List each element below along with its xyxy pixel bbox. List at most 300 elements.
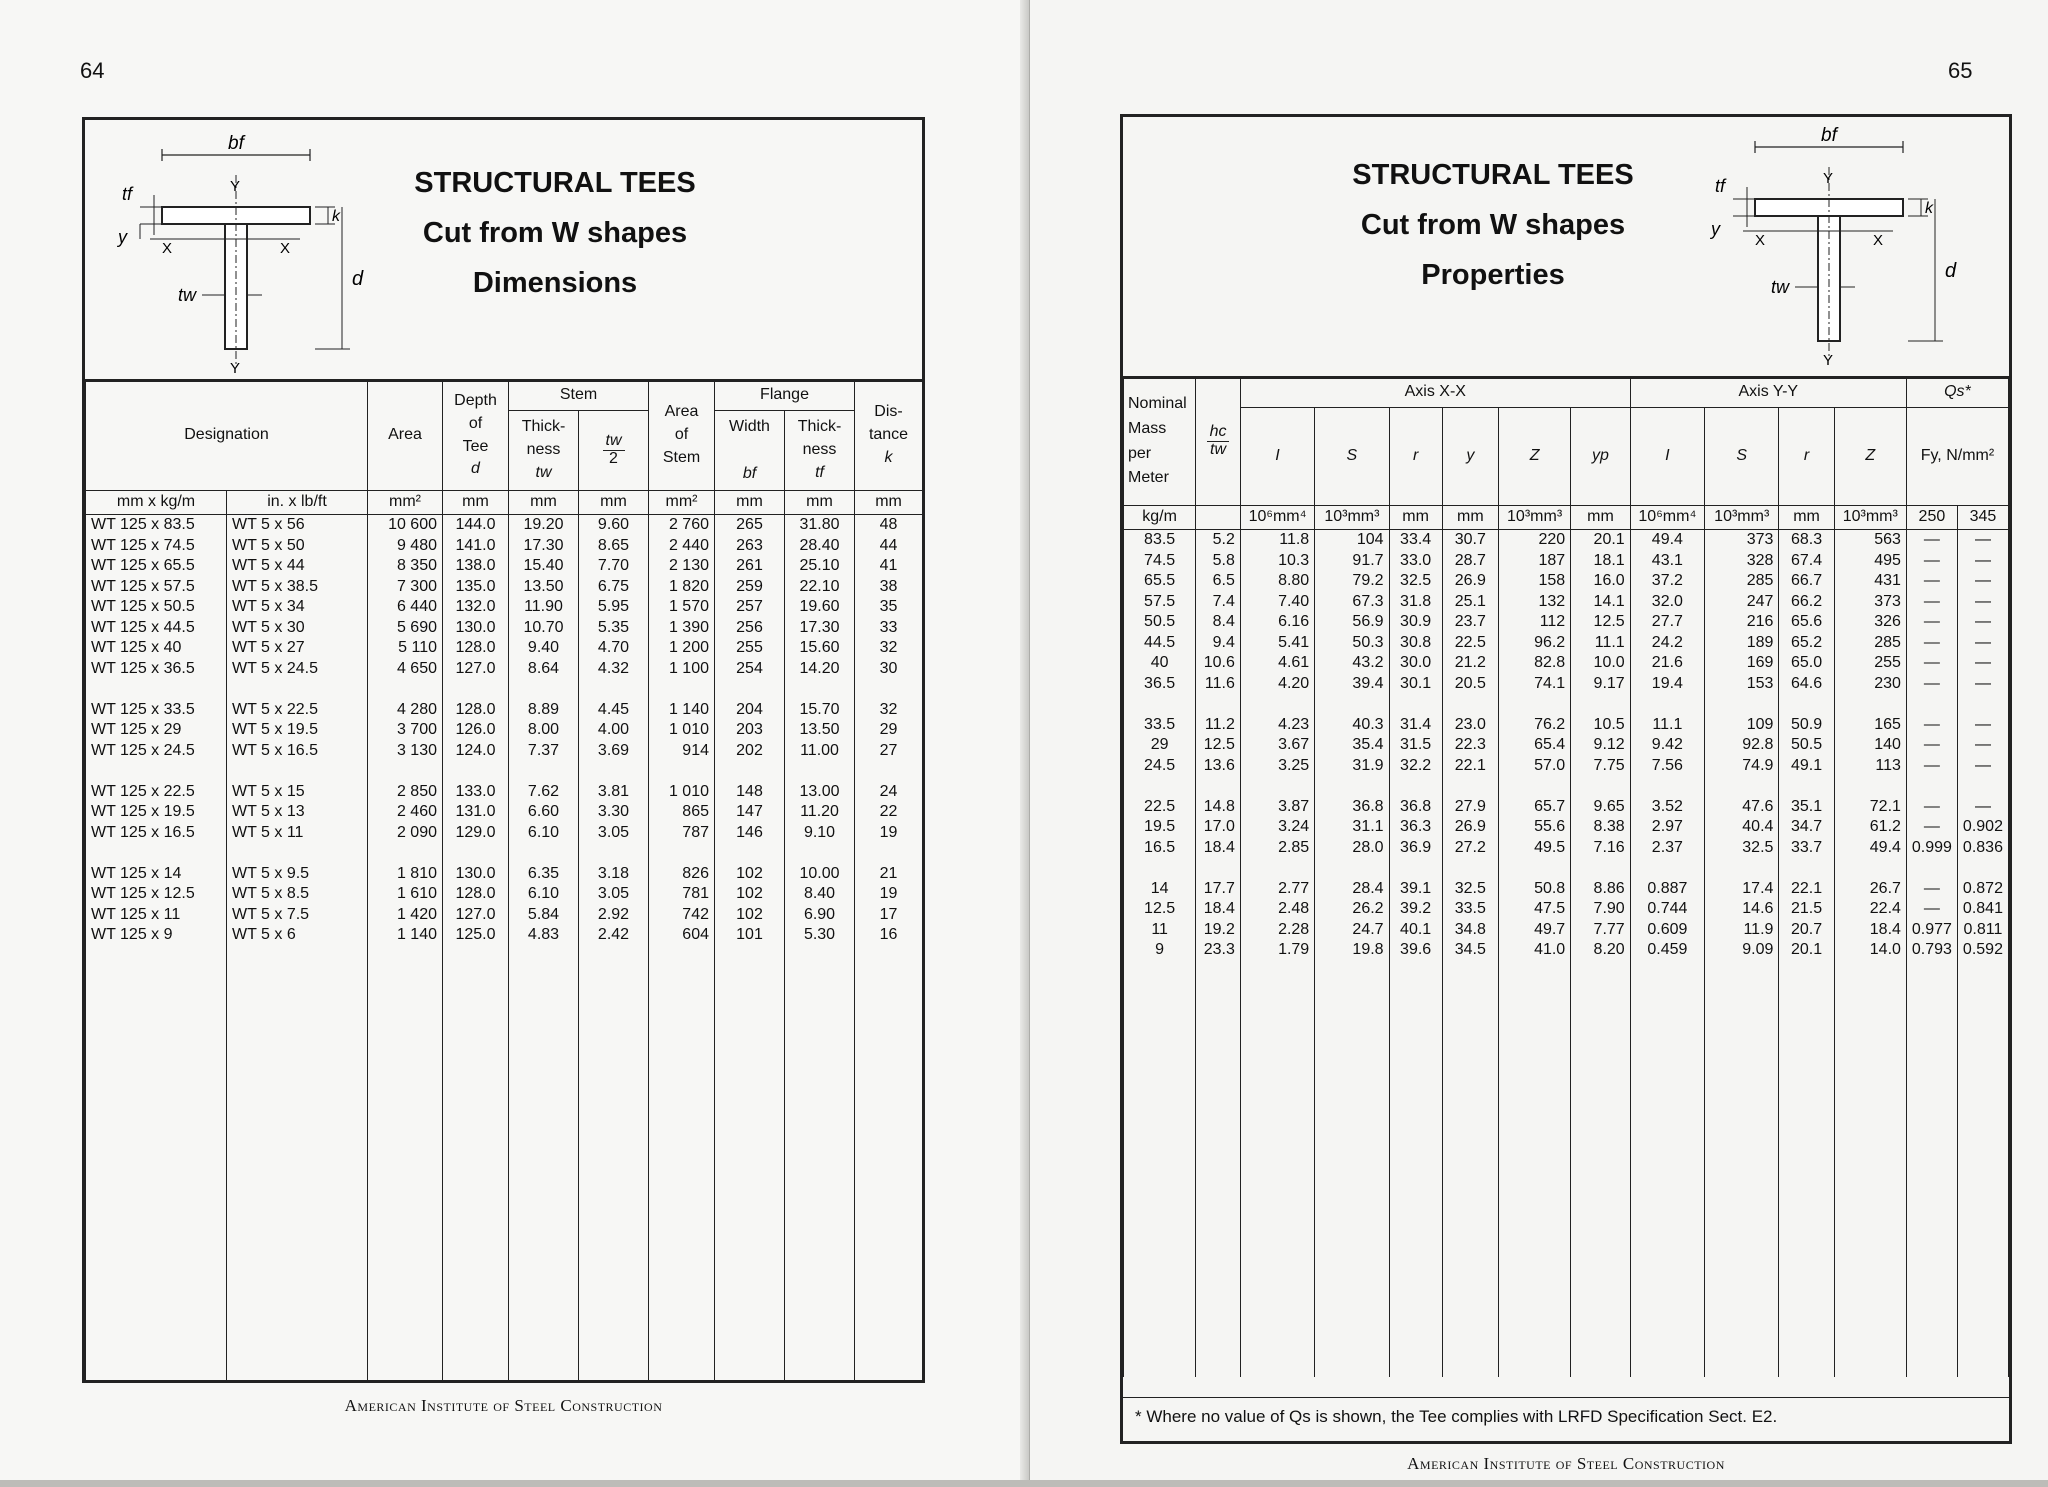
table-cell: 147 bbox=[715, 802, 785, 823]
table-cell: 10.0 bbox=[1571, 653, 1630, 674]
table-cell: 12.5 bbox=[1124, 899, 1196, 920]
table-cell: 32.5 bbox=[1389, 571, 1442, 592]
table-cell: 10.3 bbox=[1240, 551, 1314, 572]
table-cell: 33.4 bbox=[1389, 530, 1442, 551]
table-cell: 14.6 bbox=[1705, 899, 1779, 920]
table-cell: 21.2 bbox=[1442, 653, 1498, 674]
col-yy-i: I bbox=[1630, 408, 1704, 506]
table-cell: 32.5 bbox=[1442, 879, 1498, 900]
unit-cell: mm bbox=[1442, 506, 1498, 530]
table-cell: 1 140 bbox=[649, 700, 715, 721]
unit-cell: mm bbox=[1779, 506, 1834, 530]
table-cell: 39.4 bbox=[1315, 674, 1389, 695]
table-cell: 9.65 bbox=[1571, 797, 1630, 818]
table-cell: 17.30 bbox=[509, 536, 579, 557]
table-cell: WT 125 x 36.5 bbox=[86, 659, 227, 680]
table-cell: 254 bbox=[715, 659, 785, 680]
diagram-label: tw bbox=[178, 285, 196, 305]
unit-cell: mm bbox=[715, 491, 785, 515]
table-cell: WT 125 x 12.5 bbox=[86, 884, 227, 905]
table-cell: — bbox=[1906, 797, 1957, 818]
unit-cell: 10⁶mm⁴ bbox=[1630, 506, 1704, 530]
table-cell: 79.2 bbox=[1315, 571, 1389, 592]
table-cell: 0.459 bbox=[1630, 940, 1704, 961]
table-cell: 50.8 bbox=[1498, 879, 1570, 900]
table-cell: 2 760 bbox=[649, 515, 715, 536]
table-cell: 9.09 bbox=[1705, 940, 1779, 961]
table-cell: 76.2 bbox=[1498, 715, 1570, 736]
table-row bbox=[1124, 715, 2009, 736]
unit-cell: mm² bbox=[368, 491, 443, 515]
table-cell: 23.7 bbox=[1442, 612, 1498, 633]
table-cell: 2.48 bbox=[1240, 899, 1314, 920]
table-cell: 74.9 bbox=[1705, 756, 1779, 777]
table-cell: — bbox=[1957, 571, 2008, 592]
unit-cell: 250 bbox=[1906, 506, 1957, 530]
table-cell: 64.6 bbox=[1779, 674, 1834, 695]
table-cell: 8 350 bbox=[368, 556, 443, 577]
table-cell: 28.7 bbox=[1442, 551, 1498, 572]
table-cell: 32 bbox=[855, 638, 923, 659]
table-cell: — bbox=[1957, 592, 2008, 613]
table-cell: 47.5 bbox=[1498, 899, 1570, 920]
table-cell: 6.90 bbox=[785, 905, 855, 926]
diagram-label: X bbox=[280, 240, 291, 257]
table-cell: 26.9 bbox=[1442, 571, 1498, 592]
table-cell: 19.4 bbox=[1630, 674, 1704, 695]
table-cell: 6.16 bbox=[1240, 612, 1314, 633]
unit-cell: 10³mm³ bbox=[1834, 506, 1906, 530]
col-yy-r: r bbox=[1779, 408, 1834, 506]
table-cell: 5 690 bbox=[368, 618, 443, 639]
table-cell: 27.2 bbox=[1442, 838, 1498, 859]
table-row bbox=[1124, 551, 2009, 572]
table-cell: 2 090 bbox=[368, 823, 443, 844]
table-cell: 8.64 bbox=[509, 659, 579, 680]
table-cell: — bbox=[1957, 715, 2008, 736]
table-cell: 16.0 bbox=[1571, 571, 1630, 592]
table-cell: 0.841 bbox=[1957, 899, 2008, 920]
table-cell: 9.42 bbox=[1630, 735, 1704, 756]
col-fy: Fy, N/mm² bbox=[1906, 408, 2008, 506]
group-spacer bbox=[1124, 776, 2009, 797]
table-cell: — bbox=[1906, 612, 1957, 633]
table-cell: 230 bbox=[1834, 674, 1906, 695]
table-cell: — bbox=[1906, 735, 1957, 756]
dimensions-table-frame bbox=[82, 117, 925, 1383]
units-row bbox=[1124, 506, 2009, 530]
tee-section-diagram bbox=[110, 125, 370, 375]
unit-cell: kg/m bbox=[1124, 506, 1196, 530]
diagram-label: k bbox=[1925, 200, 1933, 217]
table-cell: 3.05 bbox=[579, 823, 649, 844]
table-row bbox=[86, 864, 923, 885]
table-header-block bbox=[85, 120, 922, 382]
table-cell: 40 bbox=[1124, 653, 1196, 674]
table-cell: 1 820 bbox=[649, 577, 715, 598]
table-cell: 31.80 bbox=[785, 515, 855, 536]
table-cell: 1 390 bbox=[649, 618, 715, 639]
table-cell: 21.5 bbox=[1779, 899, 1834, 920]
table-cell: 20.1 bbox=[1571, 530, 1630, 551]
table-cell: 3 130 bbox=[368, 741, 443, 762]
table-cell: 2.28 bbox=[1240, 920, 1314, 941]
table-cell: 2 440 bbox=[649, 536, 715, 557]
table-cell: 8.65 bbox=[579, 536, 649, 557]
table-cell: 34.8 bbox=[1442, 920, 1498, 941]
table-cell: 1 570 bbox=[649, 597, 715, 618]
table-cell: 24.7 bbox=[1315, 920, 1389, 941]
table-row bbox=[86, 515, 923, 536]
table-cell: 74.1 bbox=[1498, 674, 1570, 695]
table-cell: 35 bbox=[855, 597, 923, 618]
table-cell: 30.7 bbox=[1442, 530, 1498, 551]
table-cell: WT 5 x 30 bbox=[227, 618, 368, 639]
table-cell: 18.4 bbox=[1196, 838, 1241, 859]
table-cell: 326 bbox=[1834, 612, 1906, 633]
table-cell: 328 bbox=[1705, 551, 1779, 572]
tee-section-diagram bbox=[1703, 117, 1963, 367]
group-spacer bbox=[86, 843, 923, 864]
table-cell: 204 bbox=[715, 700, 785, 721]
table-cell: 129.0 bbox=[443, 823, 509, 844]
table-cell: 25.1 bbox=[1442, 592, 1498, 613]
table-cell: 11 bbox=[1124, 920, 1196, 941]
table-cell: 21 bbox=[855, 864, 923, 885]
table-cell: 11.9 bbox=[1705, 920, 1779, 941]
table-cell: WT 125 x 14 bbox=[86, 864, 227, 885]
unit-cell: mm bbox=[855, 491, 923, 515]
table-cell: 9.40 bbox=[509, 638, 579, 659]
table-cell: 7.70 bbox=[579, 556, 649, 577]
table-cell: 13.00 bbox=[785, 782, 855, 803]
table-cell: 431 bbox=[1834, 571, 1906, 592]
table-cell: 17.0 bbox=[1196, 817, 1241, 838]
table-cell: 6.10 bbox=[509, 884, 579, 905]
table-cell: 31.5 bbox=[1389, 735, 1442, 756]
table-cell: — bbox=[1957, 653, 2008, 674]
col-yy-z: Z bbox=[1834, 408, 1906, 506]
col-axis-xx: Axis X-X bbox=[1240, 378, 1630, 408]
col-area-stem: Area of Stem bbox=[649, 381, 715, 491]
table-cell: 22.5 bbox=[1124, 797, 1196, 818]
table-cell: 9.12 bbox=[1571, 735, 1630, 756]
table-cell: 1.79 bbox=[1240, 940, 1314, 961]
col-flange-thickness: Thick- ness tf bbox=[785, 411, 855, 491]
col-nominal-mass: Nominal Mass per Meter bbox=[1124, 378, 1196, 506]
table-cell: 247 bbox=[1705, 592, 1779, 613]
table-cell: 132.0 bbox=[443, 597, 509, 618]
page-number: 64 bbox=[80, 58, 105, 83]
table-cell: 36.5 bbox=[1124, 674, 1196, 695]
table-cell: WT 5 x 6 bbox=[227, 925, 368, 946]
table-cell: 8.20 bbox=[1571, 940, 1630, 961]
table-cell: 16 bbox=[855, 925, 923, 946]
table-row bbox=[86, 536, 923, 557]
table-cell: WT 125 x 9 bbox=[86, 925, 227, 946]
table-cell: 11.20 bbox=[785, 802, 855, 823]
table-cell: WT 5 x 8.5 bbox=[227, 884, 368, 905]
page-title bbox=[1323, 150, 1663, 300]
table-cell: — bbox=[1957, 797, 2008, 818]
table-cell: 6.35 bbox=[509, 864, 579, 885]
table-cell: 6.75 bbox=[579, 577, 649, 598]
table-cell: 7.77 bbox=[1571, 920, 1630, 941]
table-cell: 256 bbox=[715, 618, 785, 639]
table-cell: 19.20 bbox=[509, 515, 579, 536]
table-cell: 2.77 bbox=[1240, 879, 1314, 900]
table-cell: 34.5 bbox=[1442, 940, 1498, 961]
table-cell: 22.5 bbox=[1442, 633, 1498, 654]
unit-cell: 10⁶mm⁴ bbox=[1240, 506, 1314, 530]
table-cell: 20.7 bbox=[1779, 920, 1834, 941]
diagram-label: X bbox=[1873, 232, 1884, 249]
table-cell: 781 bbox=[649, 884, 715, 905]
table-row bbox=[1124, 940, 2009, 961]
table-cell: 31.8 bbox=[1389, 592, 1442, 613]
table-cell: 124.0 bbox=[443, 741, 509, 762]
table-cell: 34.7 bbox=[1779, 817, 1834, 838]
table-cell: 22 bbox=[855, 802, 923, 823]
table-cell: 1 200 bbox=[649, 638, 715, 659]
table-cell: 285 bbox=[1705, 571, 1779, 592]
page-title bbox=[385, 158, 725, 308]
title-line: Cut from W shapes bbox=[422, 217, 688, 249]
table-row bbox=[1124, 756, 2009, 777]
table-cell: 7.62 bbox=[509, 782, 579, 803]
title-line: Dimensions bbox=[472, 267, 638, 299]
title-line: STRUCTURAL TEES bbox=[414, 167, 696, 199]
table-cell: — bbox=[1906, 879, 1957, 900]
table-cell: 202 bbox=[715, 741, 785, 762]
table-cell: WT 125 x 83.5 bbox=[86, 515, 227, 536]
table-cell: 113 bbox=[1834, 756, 1906, 777]
table-cell: 65.6 bbox=[1779, 612, 1834, 633]
table-cell: WT 5 x 27 bbox=[227, 638, 368, 659]
table-cell: 36.8 bbox=[1389, 797, 1442, 818]
unit-cell: mm bbox=[1571, 506, 1630, 530]
table-cell: — bbox=[1957, 674, 2008, 695]
table-cell: 14.20 bbox=[785, 659, 855, 680]
table-cell: 263 bbox=[715, 536, 785, 557]
table-row bbox=[86, 884, 923, 905]
title-line: STRUCTURAL TEES bbox=[1352, 159, 1634, 191]
table-cell: 0.977 bbox=[1906, 920, 1957, 941]
table-cell: 22.1 bbox=[1779, 879, 1834, 900]
table-cell: 10.00 bbox=[785, 864, 855, 885]
table-cell: 3.67 bbox=[1240, 735, 1314, 756]
table-cell: 5.2 bbox=[1196, 530, 1241, 551]
page-number: 65 bbox=[1948, 58, 1973, 83]
table-cell: 153 bbox=[1705, 674, 1779, 695]
table-cell: 19.2 bbox=[1196, 920, 1241, 941]
table-row bbox=[86, 741, 923, 762]
table-cell: WT 5 x 24.5 bbox=[227, 659, 368, 680]
table-cell: 8.00 bbox=[509, 720, 579, 741]
table-cell: — bbox=[1906, 817, 1957, 838]
table-cell: 26.2 bbox=[1315, 899, 1389, 920]
footer-publisher: American Institute of Steel Construction bbox=[1407, 1454, 1725, 1473]
table-cell: 9 bbox=[1124, 940, 1196, 961]
table-cell: 15.40 bbox=[509, 556, 579, 577]
table-cell: 13.50 bbox=[785, 720, 855, 741]
table-cell: 14.0 bbox=[1834, 940, 1906, 961]
table-cell: 13.6 bbox=[1196, 756, 1241, 777]
diagram-label: X bbox=[162, 240, 173, 257]
table-cell: WT 5 x 50 bbox=[227, 536, 368, 557]
table-cell: WT 5 x 15 bbox=[227, 782, 368, 803]
table-cell: 17.30 bbox=[785, 618, 855, 639]
table-cell: 1 010 bbox=[649, 720, 715, 741]
col-depth: Depth of Tee d bbox=[443, 381, 509, 491]
table-cell: 19.60 bbox=[785, 597, 855, 618]
table-cell: 203 bbox=[715, 720, 785, 741]
table-cell: 131.0 bbox=[443, 802, 509, 823]
table-cell: 0.836 bbox=[1957, 838, 2008, 859]
table-cell: 8.80 bbox=[1240, 571, 1314, 592]
table-cell: 49.4 bbox=[1630, 530, 1704, 551]
table-cell: 65.2 bbox=[1779, 633, 1834, 654]
table-cell: 20.1 bbox=[1779, 940, 1834, 961]
table-cell: 33.5 bbox=[1124, 715, 1196, 736]
diagram-label: k bbox=[332, 208, 340, 225]
table-cell: WT 5 x 22.5 bbox=[227, 700, 368, 721]
table-cell: 140 bbox=[1834, 735, 1906, 756]
table-cell: 17.7 bbox=[1196, 879, 1241, 900]
table-cell: 14 bbox=[1124, 879, 1196, 900]
table-cell: 826 bbox=[649, 864, 715, 885]
table-cell: — bbox=[1906, 530, 1957, 551]
table-row bbox=[86, 720, 923, 741]
table-cell: WT 125 x 19.5 bbox=[86, 802, 227, 823]
col-stem: Stem bbox=[509, 381, 649, 411]
unit-cell: mm bbox=[443, 491, 509, 515]
table-cell: 6.10 bbox=[509, 823, 579, 844]
table-cell: 265 bbox=[715, 515, 785, 536]
table-cell: 11.8 bbox=[1240, 530, 1314, 551]
table-cell: 3.05 bbox=[579, 884, 649, 905]
table-cell: 9.4 bbox=[1196, 633, 1241, 654]
table-cell: 11.2 bbox=[1196, 715, 1241, 736]
col-xx-y: y bbox=[1442, 408, 1498, 506]
table-cell: 49.4 bbox=[1834, 838, 1906, 859]
properties-table-frame bbox=[1120, 114, 2012, 1444]
table-cell: 133.0 bbox=[443, 782, 509, 803]
table-cell: 43.1 bbox=[1630, 551, 1704, 572]
table-cell: 22.3 bbox=[1442, 735, 1498, 756]
table-cell: 102 bbox=[715, 905, 785, 926]
table-cell: 11.6 bbox=[1196, 674, 1241, 695]
table-cell: WT 125 x 50.5 bbox=[86, 597, 227, 618]
table-cell: 10 600 bbox=[368, 515, 443, 536]
col-half-tw: tw 2 bbox=[579, 411, 649, 491]
table-cell: 2.37 bbox=[1630, 838, 1704, 859]
table-cell: WT 5 x 9.5 bbox=[227, 864, 368, 885]
table-cell: 19.8 bbox=[1315, 940, 1389, 961]
table-cell: 257 bbox=[715, 597, 785, 618]
table-cell: 8.38 bbox=[1571, 817, 1630, 838]
table-row bbox=[86, 802, 923, 823]
table-cell: 0.902 bbox=[1957, 817, 2008, 838]
table-cell: 0.793 bbox=[1906, 940, 1957, 961]
table-cell: WT 5 x 11 bbox=[227, 823, 368, 844]
table-cell: 12.5 bbox=[1196, 735, 1241, 756]
title-line: Cut from W shapes bbox=[1360, 209, 1626, 241]
table-cell: 22.4 bbox=[1834, 899, 1906, 920]
table-cell: WT 125 x 65.5 bbox=[86, 556, 227, 577]
table-row bbox=[86, 823, 923, 844]
table-cell: 7.16 bbox=[1571, 838, 1630, 859]
table-filler bbox=[86, 946, 923, 1381]
table-cell: 0.999 bbox=[1906, 838, 1957, 859]
diagram-label: tw bbox=[1771, 277, 1789, 297]
table-cell: 2.97 bbox=[1630, 817, 1704, 838]
table-cell: 3 700 bbox=[368, 720, 443, 741]
table-cell: 29 bbox=[855, 720, 923, 741]
table-cell: 48 bbox=[855, 515, 923, 536]
unit-cell: 10³mm³ bbox=[1498, 506, 1570, 530]
table-cell: 13.50 bbox=[509, 577, 579, 598]
table-cell: 27.7 bbox=[1630, 612, 1704, 633]
table-row bbox=[1124, 899, 2009, 920]
col-thickness: Thick- ness tw bbox=[509, 411, 579, 491]
table-cell: 0.872 bbox=[1957, 879, 2008, 900]
table-cell: 49.7 bbox=[1498, 920, 1570, 941]
table-cell: 742 bbox=[649, 905, 715, 926]
table-cell: — bbox=[1957, 551, 2008, 572]
table-row bbox=[86, 597, 923, 618]
table-cell: 2 460 bbox=[368, 802, 443, 823]
table-cell: 3.18 bbox=[579, 864, 649, 885]
table-cell: 43.2 bbox=[1315, 653, 1389, 674]
unit-cell: mm bbox=[785, 491, 855, 515]
table-cell: 255 bbox=[1834, 653, 1906, 674]
table-cell: 102 bbox=[715, 864, 785, 885]
table-cell: 914 bbox=[649, 741, 715, 762]
table-cell: 16.5 bbox=[1124, 838, 1196, 859]
table-cell: 15.70 bbox=[785, 700, 855, 721]
footer-publisher: American Institute of Steel Construction bbox=[344, 1396, 663, 1415]
table-cell: WT 125 x 24.5 bbox=[86, 741, 227, 762]
table-cell: 4 280 bbox=[368, 700, 443, 721]
table-cell: 37.2 bbox=[1630, 571, 1704, 592]
table-cell: WT 5 x 38.5 bbox=[227, 577, 368, 598]
table-cell: 10.6 bbox=[1196, 653, 1241, 674]
table-row bbox=[1124, 838, 2009, 859]
table-row bbox=[86, 700, 923, 721]
table-cell: 8.40 bbox=[785, 884, 855, 905]
table-cell: 19 bbox=[855, 884, 923, 905]
table-cell: 7.4 bbox=[1196, 592, 1241, 613]
table-cell: 36.8 bbox=[1315, 797, 1389, 818]
table-cell: 5.8 bbox=[1196, 551, 1241, 572]
table-cell: 285 bbox=[1834, 633, 1906, 654]
diagram-label: tf bbox=[1715, 176, 1726, 196]
table-cell: 44 bbox=[855, 536, 923, 557]
table-cell: 11.1 bbox=[1630, 715, 1704, 736]
unit-cell: 10³mm³ bbox=[1705, 506, 1779, 530]
table-cell: 11.00 bbox=[785, 741, 855, 762]
table-cell: 135.0 bbox=[443, 577, 509, 598]
table-cell: 74.5 bbox=[1124, 551, 1196, 572]
diagram-label: bf bbox=[1821, 125, 1837, 146]
table-cell: 17.4 bbox=[1705, 879, 1779, 900]
diagram-label: X bbox=[1755, 232, 1766, 249]
table-cell: 18.4 bbox=[1196, 899, 1241, 920]
table-cell: 11.1 bbox=[1571, 633, 1630, 654]
col-xx-yp: yp bbox=[1571, 408, 1630, 506]
table-cell: 146 bbox=[715, 823, 785, 844]
